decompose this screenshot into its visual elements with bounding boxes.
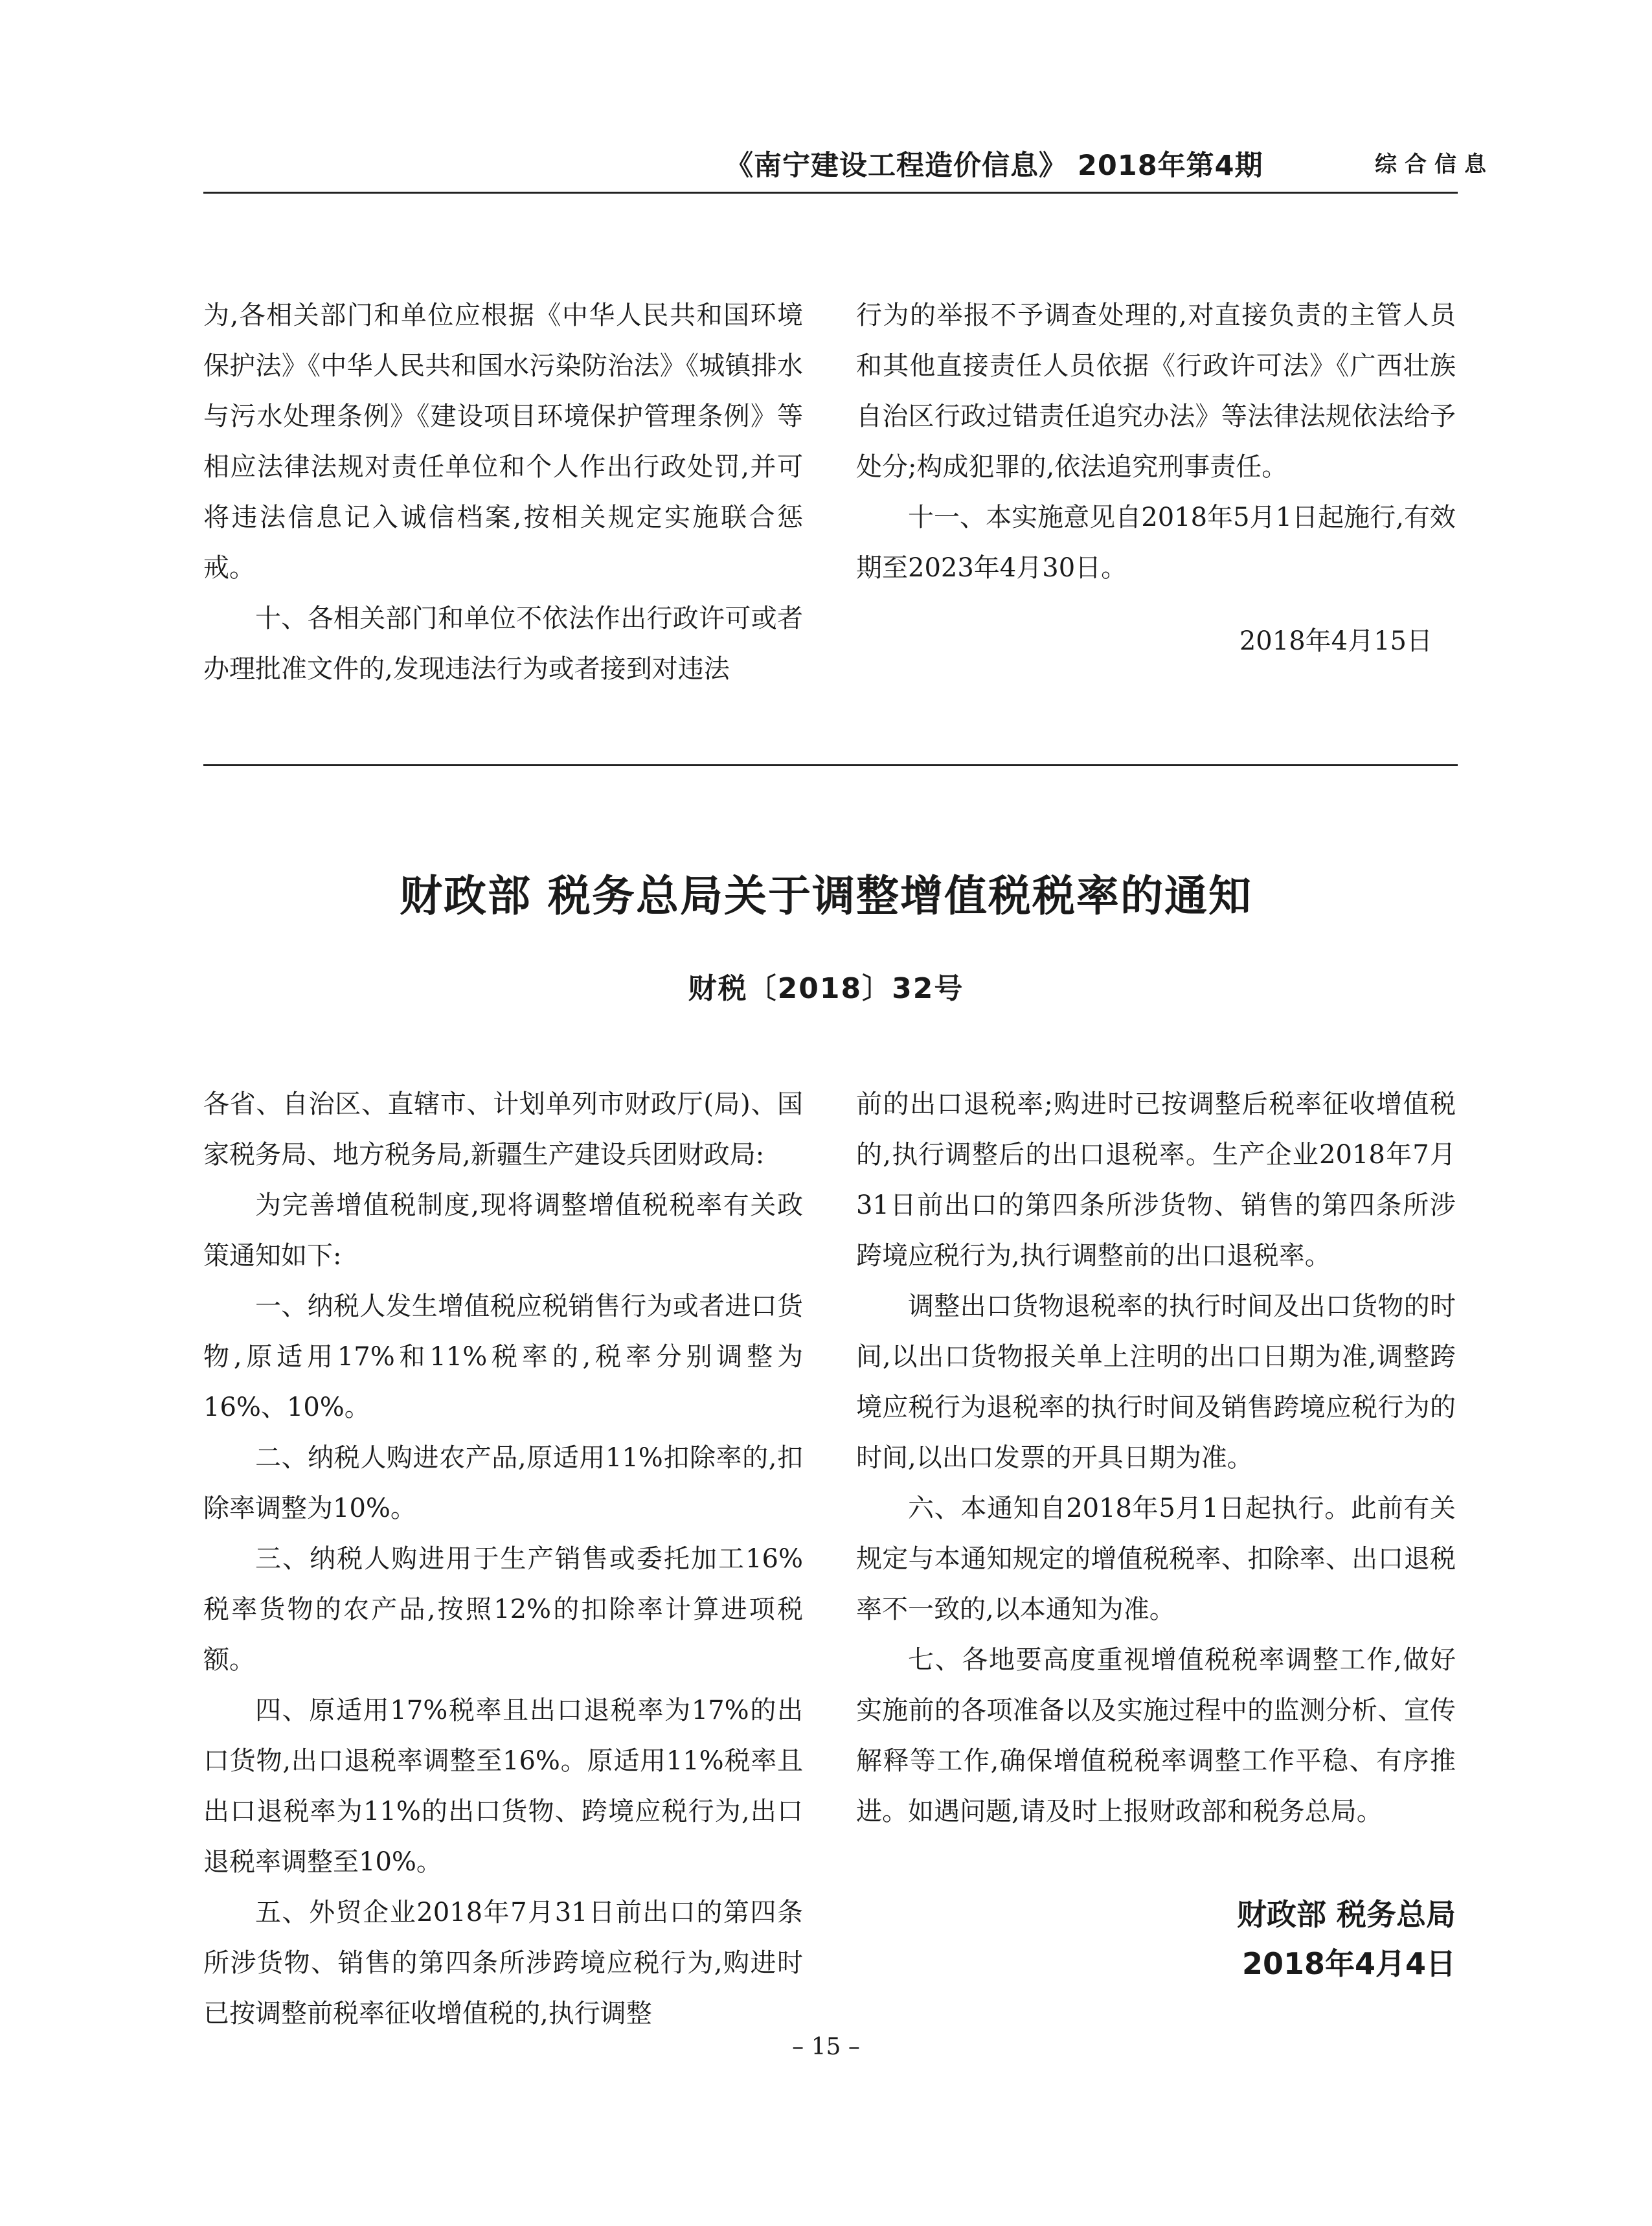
running-header [725,144,1494,196]
page-number: – 15 – [792,2034,860,2060]
paragraph: 四、原适用17%税率且出口退税率为17%的出口货物,出口退税率调整至16%。原适用11%税率且出口退税率为11%的出口货物、跨境应税行为,出口退税率调整至10%。 [203,1696,803,1877]
paragraph: 二、纳税人购进农产品,原适用11%扣除率的,扣除率调整为10%。 [203,1443,803,1523]
publication-title: 《南宁建设工程造价信息》 2018年第4期 [725,150,1263,182]
signatory: 财政部 税务总局 [1236,1897,1456,1932]
notice-date: 2018年4月4日 [1241,1946,1456,1981]
paragraph: 行为的举报不予调查处理的,对直接负责的主管人员和其他直接责任人员依据《行政许可法》《广西壮族自治区行政过错责任追究办法》等法律法规依法给予处分;构成犯罪的,依法追究刑事责任。 [856,301,1456,482]
paragraph: 为完善增值税制度,现将调整增值税税率有关政策通知如下: [203,1190,803,1271]
notice-title: 财政部 税务总局关于调整增值税税率的通知 [400,871,1252,921]
document-number: 财税〔2018〕32号 [688,972,964,1005]
notice-left-column [203,1079,803,2039]
header-rule [203,192,1458,194]
paragraph: 三、纳税人购进用于生产销售或委托加工16%税率货物的农产品,按照12%的扣除率计算进项税额。 [203,1544,803,1675]
paragraph: 调整出口货物退税率的执行时间及出口货物的时间,以出口货物报关单上注明的出口日期为准,调整跨境应税行为退税率的执行时间及销售跨境应税行为的时间,以出口发票的开具日期为准。 [856,1291,1456,1473]
top-left-column [203,290,803,694]
paragraph: 各省、自治区、直辖市、计划单列市财政厅(局)、国家税务局、地方税务局,新疆生产建设兵团财政局: [203,1089,803,1170]
paragraph: 六、本通知自2018年5月1日起执行。此前有关规定与本通知规定的增值税税率、扣除率、出口退税率不一致的,以本通知为准。 [856,1493,1456,1624]
top-article-date: 2018年4月15日 [1239,626,1432,656]
paragraph: 一、纳税人发生增值税应税销售行为或者进口货物,原适用17%和11%税率的,税率分别调整为16%、10%。 [203,1291,803,1422]
section-divider [203,764,1458,766]
section-label: 综合信息 [1375,152,1494,177]
top-right-column [856,290,1456,593]
paragraph: 为,各相关部门和单位应根据《中华人民共和国环境保护法》《中华人民共和国水污染防治法》《城镇排水与污水处理条例》《建设项目环境保护管理条例》等相应法律法规对责任单位和个人作出行政处罚,并可将违法信息记入诚信档案,按相关规定实施联合惩戒。 [203,301,803,583]
paragraph: 前的出口退税率;购进时已按调整后税率征收增值税的,执行调整后的出口退税率。生产企业2018年7月31日前出口的第四条所涉货物、销售的第四条所涉跨境应税行为,执行调整前的出口退税率。 [856,1089,1456,1271]
paragraph: 七、各地要高度重视增值税税率调整工作,做好实施前的各项准备以及实施过程中的监测分析、宣传解释等工作,确保增值税税率调整工作平稳、有序推进。如遇问题,请及时上报财政部和税务总局。 [856,1645,1456,1826]
paragraph: 十、各相关部门和单位不依法作出行政许可或者办理批准文件的,发现违法行为或者接到对违法 [203,604,803,684]
paragraph: 十一、本实施意见自2018年5月1日起施行,有效期至2023年4月30日。 [856,503,1456,583]
paragraph: 五、外贸企业2018年7月31日前出口的第四条所涉货物、销售的第四条所涉跨境应税行为,购进时已按调整前税率征收增值税的,执行调整 [203,1898,803,2028]
notice-right-column [856,1079,1456,1837]
